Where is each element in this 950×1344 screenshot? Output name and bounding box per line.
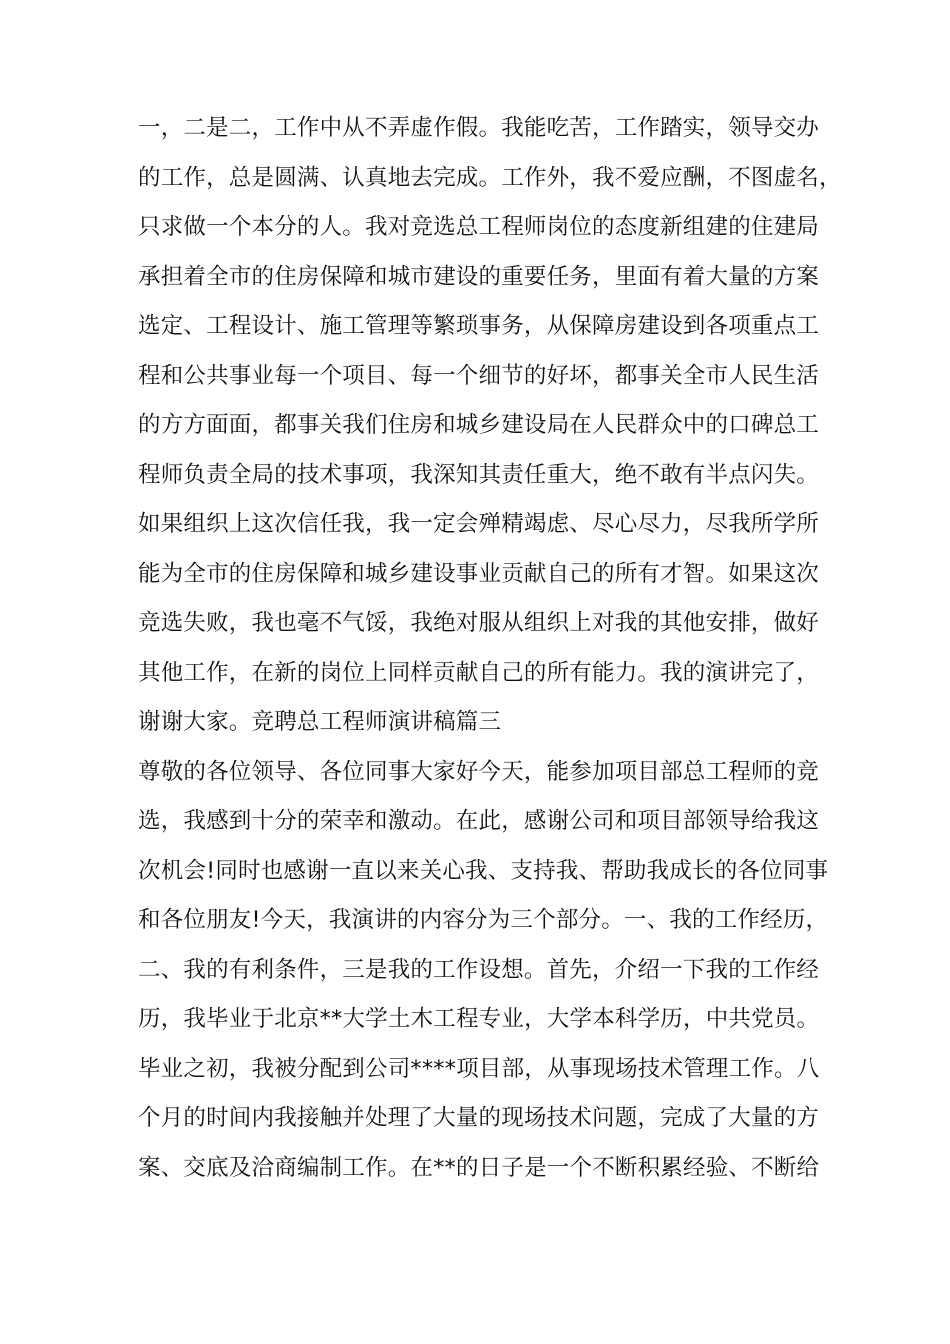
text-line: 只求做一个本分的人。我对竞选总工程师岗位的态度新组建的住建局 <box>138 214 820 240</box>
text-line: 次机会!同时也感谢一直以来关心我、支持我、帮助我成长的各位同事 <box>138 857 829 884</box>
text-line: 历，我毕业于北京**大学土木工程专业，大学本科学历，中共党员。 <box>138 1006 820 1032</box>
text-line: 其他工作，在新的岗位上同样贡献自己的所有能力。我的演讲完了， <box>138 659 820 686</box>
text-line: 谢谢大家。竞聘总工程师演讲稿篇三 <box>138 709 502 735</box>
text-line: 能为全市的住房保障和城乡建设事业贡献自己的所有才智。如果这次 <box>138 560 820 587</box>
text-line: 如果组织上这次信任我，我一定会殚精竭虑、尽心尽力，尽我所学所 <box>138 511 820 537</box>
text-line: 和各位朋友!今天，我演讲的内容分为三个部分。一、我的工作经历， <box>138 907 829 933</box>
text-line: 二、我的有利条件，三是我的工作设想。首先，介绍一下我的工作经 <box>138 956 820 983</box>
text-line: 一，二是二，工作中从不弄虚作假。我能吃苦，工作踏实，领导交办 <box>138 115 820 141</box>
text-line: 毕业之初，我被分配到公司****项目部，从事现场技术管理工作。八 <box>138 1055 820 1082</box>
text-line: 程师负责全局的技术事项，我深知其责任重大，绝不敢有半点闪失。 <box>138 461 820 488</box>
text-line: 的方方面面，都事关我们住房和城乡建设局在人民群众中的口碑总工 <box>138 412 820 438</box>
text-line: 承担着全市的住房保障和城市建设的重要任务，里面有着大量的方案 <box>138 263 820 290</box>
body-text <box>138 104 842 1193</box>
text-line: 案、交底及洽商编制工作。在**的日子是一个不断积累经验、不断给 <box>138 1154 820 1181</box>
text-line: 选定、工程设计、施工管理等繁琐事务，从保障房建设到各项重点工 <box>138 313 820 339</box>
text-line: 竞选失败，我也毫不气馁，我绝对服从组织上对我的其他安排，做好 <box>138 610 820 636</box>
text-line: 尊敬的各位领导、各位同事大家好今天，能参加项目部总工程师的竞 <box>138 758 820 785</box>
text-line: 个月的时间内我接触并处理了大量的现场技术问题，完成了大量的方 <box>138 1105 820 1131</box>
text-line: 选，我感到十分的荣幸和激动。在此，感谢公司和项目部领导给我这 <box>138 808 820 834</box>
text-line: 程和公共事业每一个项目、每一个细节的好坏，都事关全市人民生活 <box>138 362 820 389</box>
text-line: 的工作，总是圆满、认真地去完成。工作外，我不爱应酬，不图虚名， <box>138 164 842 191</box>
